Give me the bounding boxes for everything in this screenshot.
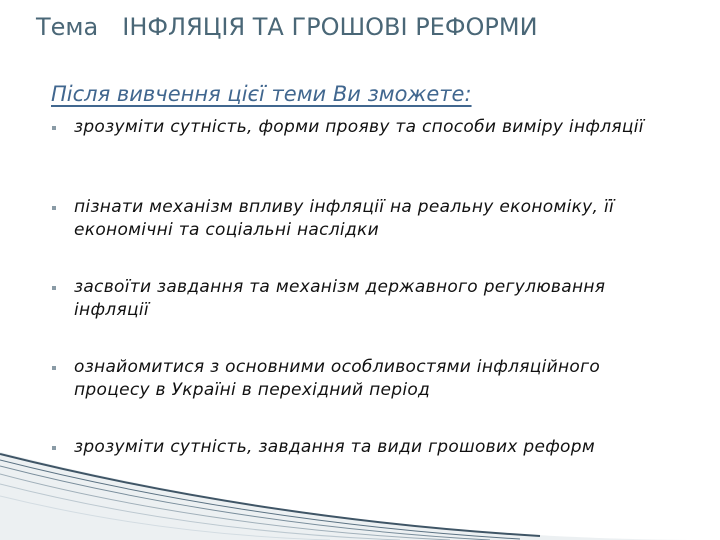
bullet-icon	[52, 206, 56, 210]
bullet-icon	[52, 286, 56, 290]
bullet-text: ознайомитися з основними особливостями інфляційного процесу в Україні в перехідний період	[74, 357, 601, 400]
title-prefix: Тема	[36, 13, 99, 41]
bullet-icon	[52, 126, 56, 130]
bullet-text: зрозуміти сутність, форми прояву та способи виміру інфляції	[74, 117, 644, 137]
bullet-text: засвоїти завдання та механізм державного регулювання інфляції	[74, 277, 606, 320]
title-text: ІНФЛЯЦІЯ ТА ГРОШОВІ РЕФОРМИ	[122, 13, 538, 41]
decorative-swoosh	[0, 450, 720, 540]
bullet-icon	[52, 366, 56, 370]
bullet-text: пізнати механізм впливу інфляції на реальну економіку, її економічні та соціальні наслідки	[74, 197, 614, 240]
bullet-text: зрозуміти сутність, завдання та види грошових реформ	[74, 437, 595, 457]
slide-subtitle: Після вивчення цієї теми Ви зможете:	[51, 82, 472, 106]
slide-title	[36, 13, 538, 41]
